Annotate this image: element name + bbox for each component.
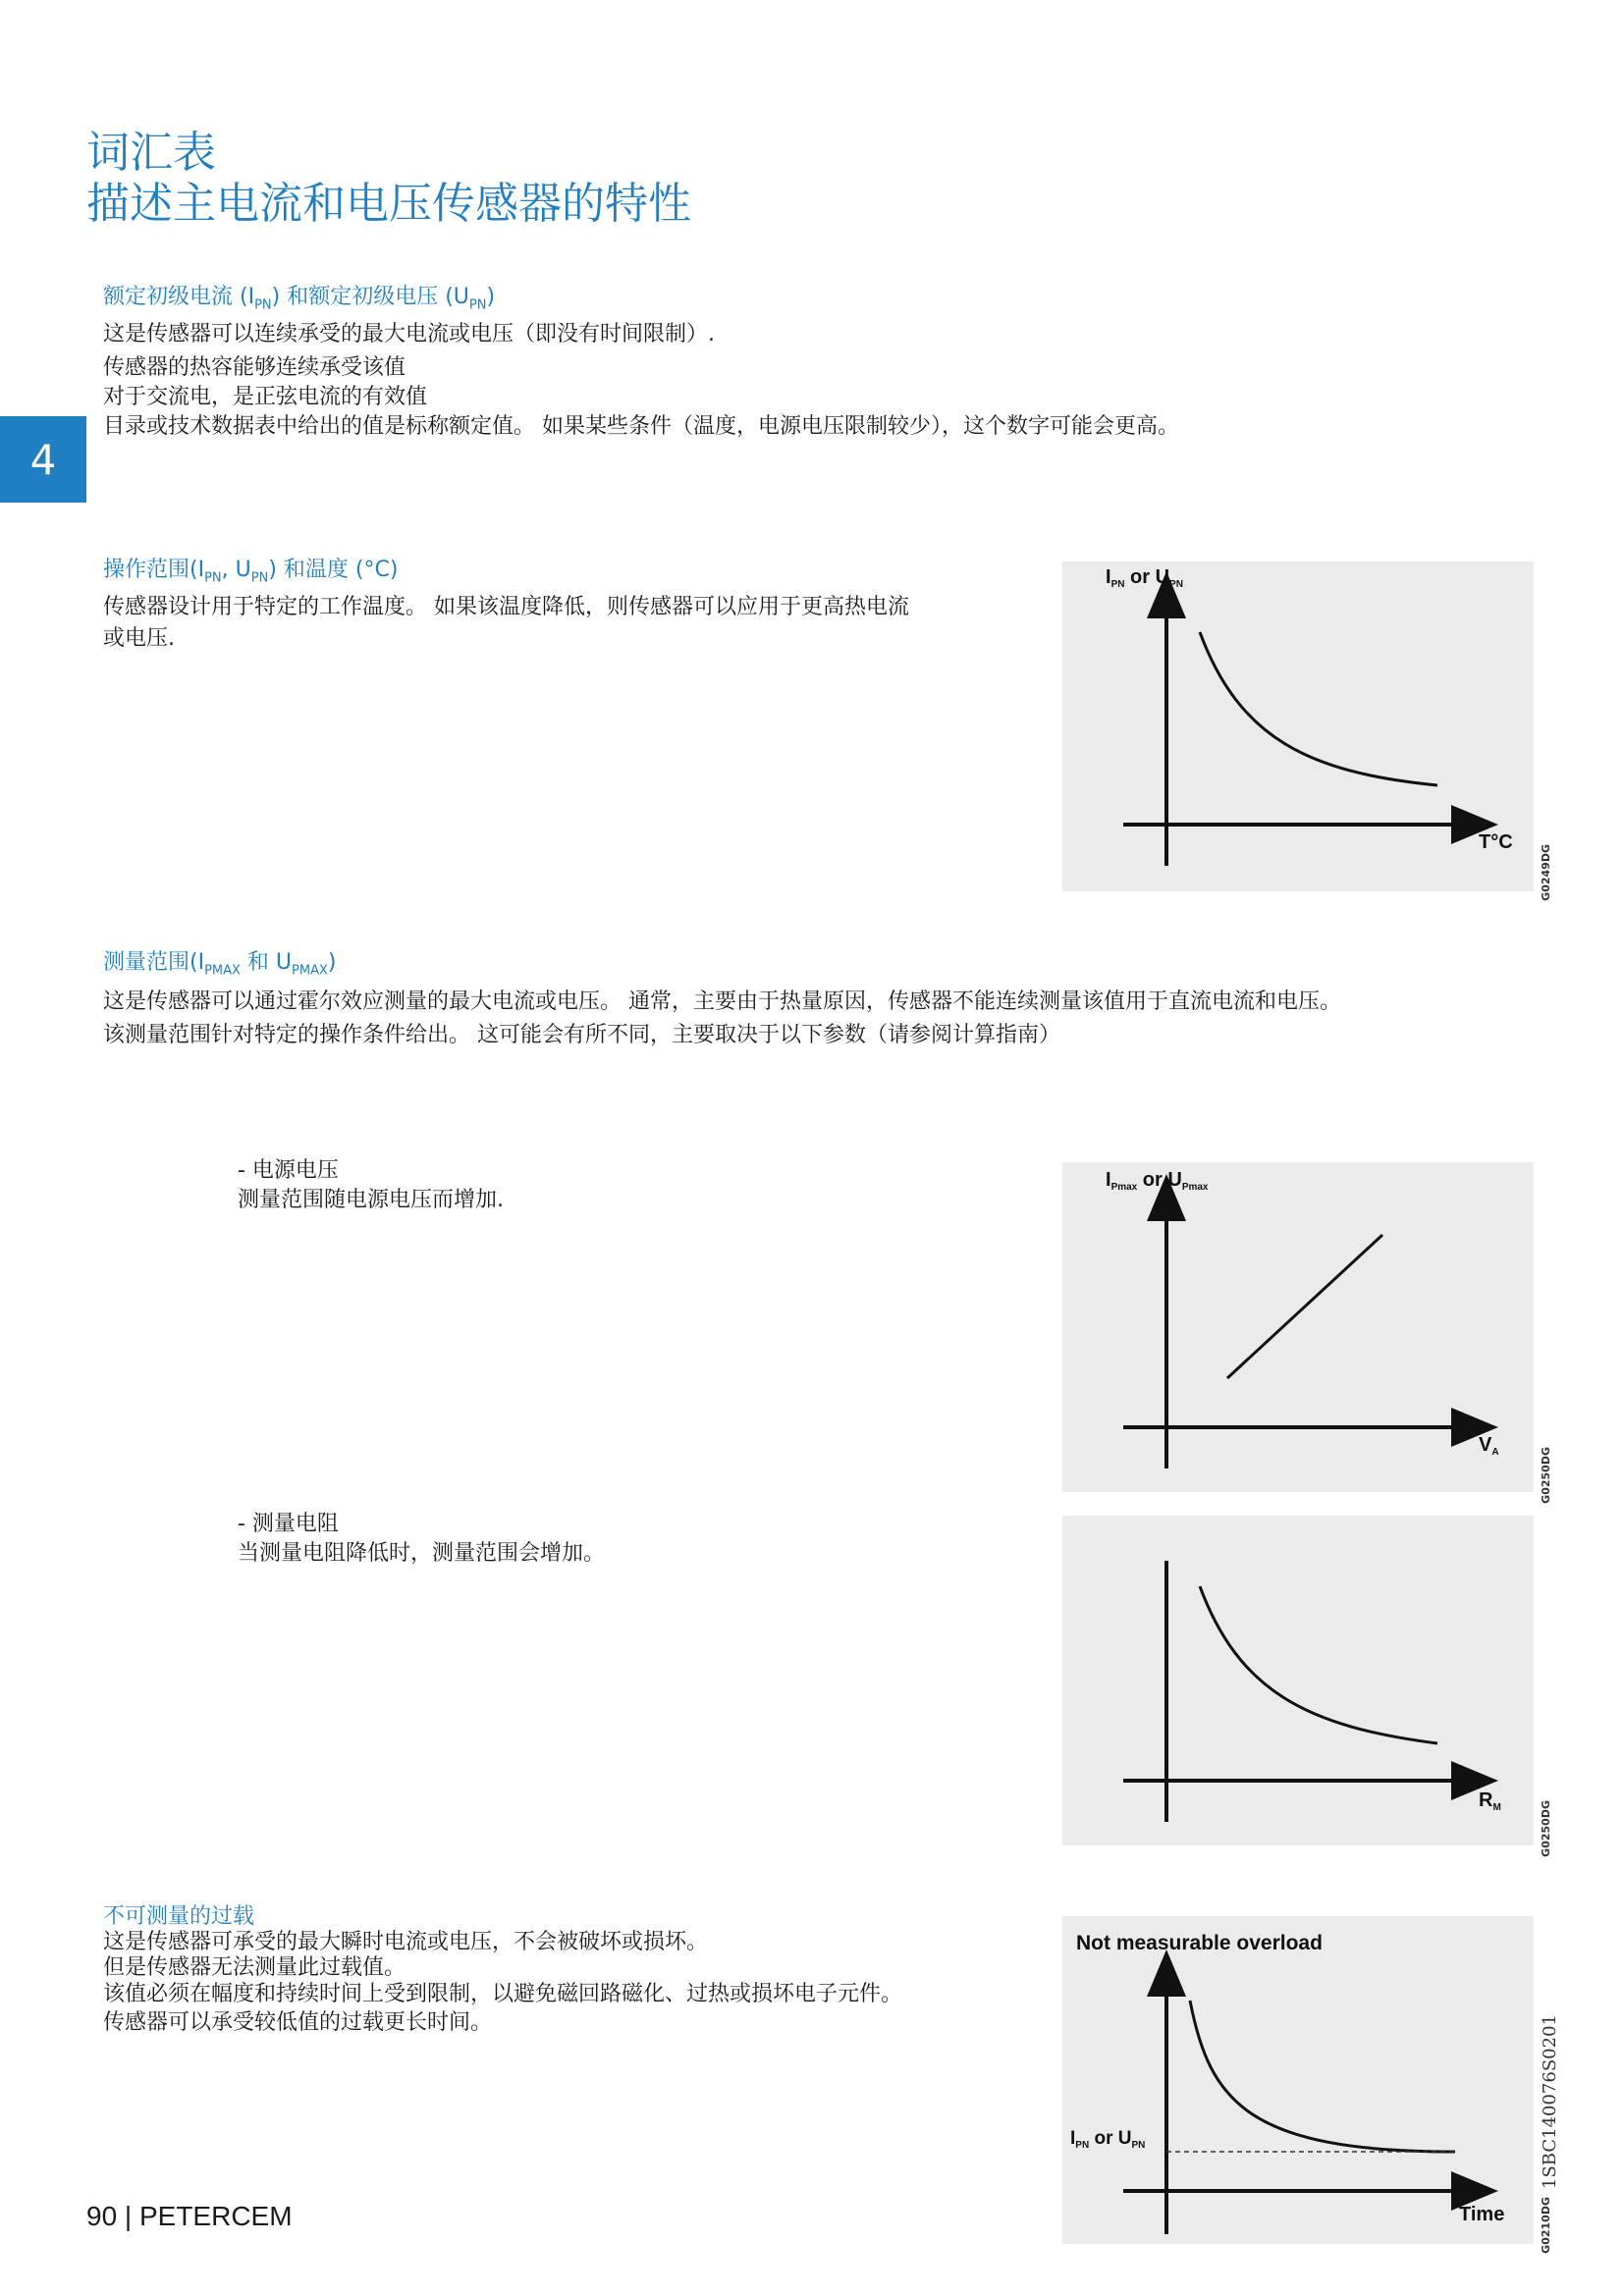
measuring-section (103, 948, 1341, 1050)
overload-figure (1062, 1916, 1534, 2244)
overload-line: 传感器可以承受较低值的过载更长时间。 (103, 2010, 493, 2035)
rated-line: 这是传感器可以连续承受的最大电流或电压（即没有时间限制）. (103, 322, 715, 347)
overload-line: 这是传感器可承受的最大瞬时电流或电压，不会被破坏或损坏。 (103, 1930, 709, 1954)
document-code: 1SBC140076S0201 (1540, 2014, 1560, 2189)
resistance-fig-curve (1200, 1586, 1437, 1743)
overload-line: 但是传感器无法测量此过载值。 (103, 1955, 406, 1980)
supply-fig-ylabel: $I_{Pmax}$ or $U_{Pmax}$ (1106, 1169, 1209, 1193)
resistance-section (238, 1510, 605, 1569)
supply-fig-xlabel: $V_A$ (1479, 1434, 1499, 1458)
measuring-line: 这是传感器可以通过霍尔效应测量的最大电流或电压。 通常，主要由于热量原因，传感器不能连续测量该值用于直流电流和电压。 (103, 989, 1341, 1015)
operating-line: 传感器设计用于特定的工作温度。 如果该温度降低，则传感器可以应用于更高热电流 (103, 595, 909, 620)
supply-fig-code: G0250DG (1540, 1447, 1552, 1504)
supply-title: - 电源电压 (238, 1158, 339, 1183)
rated-heading: 额定初级电流 $(I_{PN})$ 和额定初级电压 $(U_{PN})$ (103, 285, 496, 313)
page-footer: 90 | PETERCEM (86, 2201, 293, 2231)
temp-fig-xlabel: T°C (1479, 831, 1513, 853)
page-title-line2: 描述主电流和电压传感器的特性 (86, 179, 691, 229)
resistance-figure (1062, 1516, 1534, 1845)
rated-line: 对于交流电，是正弦电流的有效值 (103, 385, 428, 410)
supply-figure (1062, 1162, 1534, 1492)
operating-line: 或电压. (103, 626, 175, 652)
measuring-line: 该测量范围针对特定的操作条件给出。 这可能会有所不同，主要取决于以下参数（请参阅计算指南） (103, 1023, 1060, 1048)
overload-fig-code: G0210DG (1540, 2197, 1552, 2254)
operating-section (103, 556, 909, 654)
operating-heading: 操作范围($I_{PN}$, $U_{PN}$) 和温度 (°C) (103, 558, 399, 586)
page-title-line1: 词汇表 (86, 128, 216, 178)
overload-fig-ylabel: $I_{PN}$ or $U_{PN}$ (1070, 2128, 1146, 2151)
overload-heading: 不可测量的过载 (103, 1904, 255, 1929)
overload-fig-xlabel: Time (1459, 2204, 1505, 2225)
temp-fig-code: G0249DG (1540, 844, 1552, 901)
temp-fig-curve (1200, 632, 1437, 785)
overload-fig-title: Not measurable overload (1076, 1932, 1323, 1954)
temp-fig-ylabel: $I_{PN}$ or $U_{PN}$ (1106, 566, 1183, 590)
resistance-title: - 测量电阻 (238, 1512, 339, 1536)
overload-section (103, 1904, 902, 2038)
supply-section (238, 1156, 504, 1215)
rated-line: 传感器的热容能够连续承受该值 (103, 355, 406, 381)
overload-line: 该值必须在幅度和持续时间上受到限制，以避免磁回路磁化、过热或损坏电子元件。 (103, 1982, 903, 2006)
supply-text: 测量范围随电源电压而增加. (238, 1188, 504, 1212)
resistance-fig-code: G0250DG (1540, 1800, 1552, 1857)
supply-fig-line (1227, 1235, 1382, 1378)
resistance-text: 当测量电阻降低时，测量范围会增加。 (238, 1541, 606, 1566)
resistance-fig-xlabel: $R_M$ (1479, 1789, 1501, 1813)
measuring-heading: 测量范围($I_{PMAX}$ 和 $U_{PMAX}$) (103, 950, 337, 979)
chapter-tab: 4 (0, 416, 86, 503)
rated-section (103, 283, 1179, 442)
rated-line: 目录或技术数据表中给出的值是标称额定值。 如果某些条件（温度，电源电压限制较少），这个数字可能会更高。 (103, 414, 1179, 440)
temperature-figure (1062, 561, 1534, 891)
overload-fig-curve (1190, 2001, 1455, 2152)
